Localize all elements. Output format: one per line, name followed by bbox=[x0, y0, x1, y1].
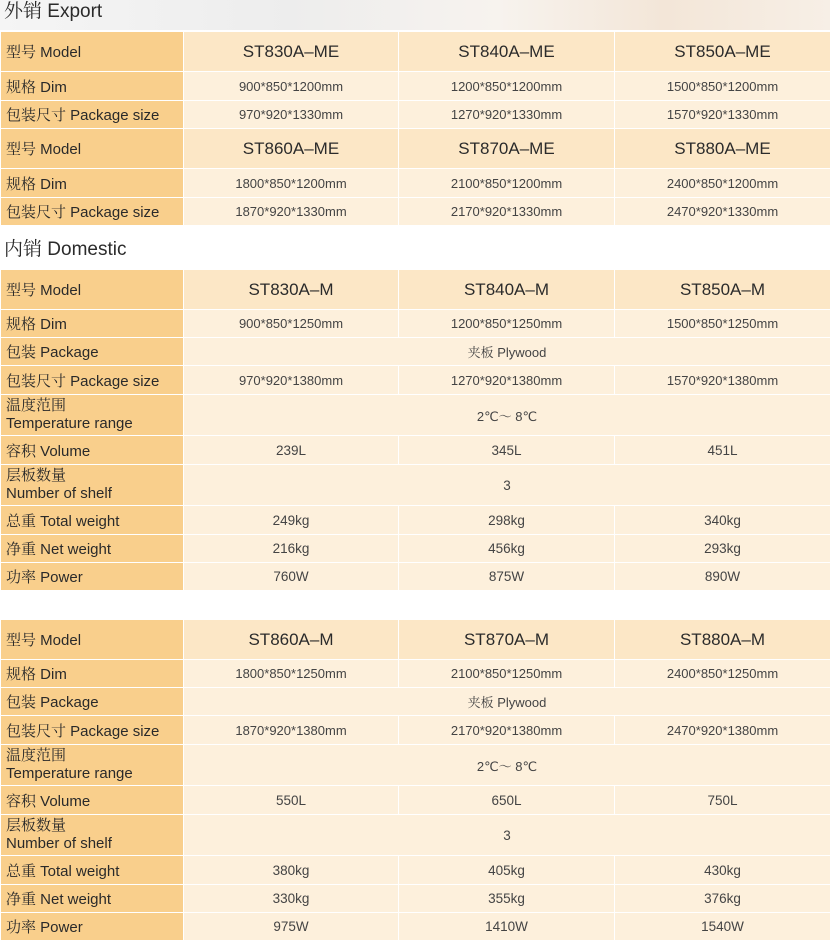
dim-cell: 2100*850*1250mm bbox=[399, 660, 615, 688]
table-row bbox=[1, 856, 830, 885]
shelf-cell: 3 bbox=[184, 465, 830, 506]
package-size-cell: 1270*920*1330mm bbox=[399, 101, 615, 129]
dim-cell: 900*850*1250mm bbox=[184, 310, 399, 338]
volume-cell: 650L bbox=[399, 786, 615, 815]
table-row bbox=[1, 436, 830, 465]
model-cell: ST850A–ME bbox=[615, 32, 830, 72]
row-label-volume: 容积 Volume bbox=[1, 786, 184, 815]
row-label-temperature bbox=[1, 395, 184, 436]
package-size-cell: 1270*920*1380mm bbox=[399, 366, 615, 395]
volume-cell: 239L bbox=[184, 436, 399, 465]
table-row bbox=[1, 885, 830, 913]
table-row bbox=[1, 129, 830, 169]
net-weight-cell: 456kg bbox=[399, 535, 615, 563]
model-cell: ST880A–ME bbox=[615, 129, 830, 169]
row-label-shelf bbox=[1, 815, 184, 856]
package-size-cell: 1870*920*1380mm bbox=[184, 716, 399, 745]
table-row bbox=[1, 786, 830, 815]
table-row bbox=[1, 366, 830, 395]
row-label-total-weight: 总重 Total weight bbox=[1, 856, 184, 885]
dim-cell: 1500*850*1250mm bbox=[615, 310, 830, 338]
row-label-volume: 容积 Volume bbox=[1, 436, 184, 465]
package-cell: 夹板 Plywood bbox=[184, 688, 830, 716]
row-label-package-size: 包装尺寸 Package size bbox=[1, 198, 184, 226]
dim-cell: 2400*850*1200mm bbox=[615, 169, 830, 198]
power-cell: 875W bbox=[399, 563, 615, 591]
volume-cell: 550L bbox=[184, 786, 399, 815]
row-label-package: 包装 Package bbox=[1, 688, 184, 716]
model-cell: ST860A–M bbox=[184, 620, 399, 660]
total-weight-cell: 249kg bbox=[184, 506, 399, 535]
row-label-temperature bbox=[1, 745, 184, 786]
net-weight-cell: 216kg bbox=[184, 535, 399, 563]
row-label-dim: 规格 Dim bbox=[1, 72, 184, 101]
row-label-dim: 规格 Dim bbox=[1, 310, 184, 338]
power-cell: 975W bbox=[184, 913, 399, 941]
table-row bbox=[1, 535, 830, 563]
volume-cell: 750L bbox=[615, 786, 830, 815]
row-label-net-weight: 净重 Net weight bbox=[1, 885, 184, 913]
table-row bbox=[1, 32, 830, 72]
table-row bbox=[1, 688, 830, 716]
table-row bbox=[1, 395, 830, 436]
dim-cell: 2400*850*1250mm bbox=[615, 660, 830, 688]
model-cell: ST830A–M bbox=[184, 270, 399, 310]
table-row bbox=[1, 72, 830, 101]
label-en: Temperature range bbox=[6, 765, 183, 783]
temperature-cell: 2℃～ 8℃ bbox=[184, 395, 830, 436]
power-cell: 1410W bbox=[399, 913, 615, 941]
table-row bbox=[1, 660, 830, 688]
model-cell: ST850A–M bbox=[615, 270, 830, 310]
domestic-spec-table-1 bbox=[0, 269, 830, 591]
total-weight-cell: 405kg bbox=[399, 856, 615, 885]
net-weight-cell: 330kg bbox=[184, 885, 399, 913]
label-cn: 温度范围 bbox=[6, 397, 183, 415]
export-section-title: 外销 Export bbox=[4, 2, 102, 21]
package-size-cell: 2170*920*1380mm bbox=[399, 716, 615, 745]
dim-cell: 900*850*1200mm bbox=[184, 72, 399, 101]
net-weight-cell: 376kg bbox=[615, 885, 830, 913]
dim-cell: 1200*850*1250mm bbox=[399, 310, 615, 338]
domestic-section-title: 内销 Domestic bbox=[4, 240, 126, 259]
model-cell: ST880A–M bbox=[615, 620, 830, 660]
table-row bbox=[1, 620, 830, 660]
row-label-package: 包装 Package bbox=[1, 338, 184, 366]
dim-cell: 2100*850*1200mm bbox=[399, 169, 615, 198]
total-weight-cell: 380kg bbox=[184, 856, 399, 885]
row-label-package-size: 包装尺寸 Package size bbox=[1, 101, 184, 129]
model-cell: ST840A–ME bbox=[399, 32, 615, 72]
package-size-cell: 1870*920*1330mm bbox=[184, 198, 399, 226]
label-en: Number of shelf bbox=[6, 835, 183, 853]
table-row bbox=[1, 270, 830, 310]
table-row bbox=[1, 815, 830, 856]
table-row bbox=[1, 506, 830, 535]
volume-cell: 451L bbox=[615, 436, 830, 465]
total-weight-cell: 430kg bbox=[615, 856, 830, 885]
shelf-cell: 3 bbox=[184, 815, 830, 856]
volume-cell: 345L bbox=[399, 436, 615, 465]
package-size-cell: 2470*920*1380mm bbox=[615, 716, 830, 745]
row-label-total-weight: 总重 Total weight bbox=[1, 506, 184, 535]
power-cell: 760W bbox=[184, 563, 399, 591]
table-row bbox=[1, 563, 830, 591]
dim-cell: 1500*850*1200mm bbox=[615, 72, 830, 101]
row-label-model: 型号 Model bbox=[1, 620, 184, 660]
dim-cell: 1800*850*1200mm bbox=[184, 169, 399, 198]
power-cell: 890W bbox=[615, 563, 830, 591]
row-label-net-weight: 净重 Net weight bbox=[1, 535, 184, 563]
row-label-package-size: 包装尺寸 Package size bbox=[1, 716, 184, 745]
row-label-model: 型号 Model bbox=[1, 129, 184, 169]
net-weight-cell: 355kg bbox=[399, 885, 615, 913]
table-row bbox=[1, 716, 830, 745]
package-size-cell: 970*920*1330mm bbox=[184, 101, 399, 129]
package-size-cell: 1570*920*1380mm bbox=[615, 366, 830, 395]
temperature-cell: 2℃～ 8℃ bbox=[184, 745, 830, 786]
row-label-power: 功率 Power bbox=[1, 563, 184, 591]
model-cell: ST870A–M bbox=[399, 620, 615, 660]
net-weight-cell: 293kg bbox=[615, 535, 830, 563]
table-row bbox=[1, 913, 830, 941]
dim-cell: 1800*850*1250mm bbox=[184, 660, 399, 688]
package-size-cell: 2170*920*1330mm bbox=[399, 198, 615, 226]
table-row bbox=[1, 198, 830, 226]
package-size-cell: 2470*920*1330mm bbox=[615, 198, 830, 226]
row-label-model: 型号 Model bbox=[1, 270, 184, 310]
model-cell: ST830A–ME bbox=[184, 32, 399, 72]
label-en: Temperature range bbox=[6, 415, 183, 433]
table-row bbox=[1, 465, 830, 506]
row-label-dim: 规格 Dim bbox=[1, 169, 184, 198]
row-label-model: 型号 Model bbox=[1, 32, 184, 72]
table-row bbox=[1, 338, 830, 366]
header-strip bbox=[0, 0, 830, 30]
domestic-spec-table-2 bbox=[0, 619, 830, 941]
power-cell: 1540W bbox=[615, 913, 830, 941]
model-cell: ST860A–ME bbox=[184, 129, 399, 169]
row-label-package-size: 包装尺寸 Package size bbox=[1, 366, 184, 395]
total-weight-cell: 298kg bbox=[399, 506, 615, 535]
label-en: Number of shelf bbox=[6, 485, 183, 503]
total-weight-cell: 340kg bbox=[615, 506, 830, 535]
row-label-dim: 规格 Dim bbox=[1, 660, 184, 688]
table-row bbox=[1, 310, 830, 338]
label-cn: 层板数量 bbox=[6, 817, 183, 835]
table-row bbox=[1, 745, 830, 786]
table-row bbox=[1, 169, 830, 198]
table-row bbox=[1, 101, 830, 129]
model-cell: ST840A–M bbox=[399, 270, 615, 310]
package-size-cell: 970*920*1380mm bbox=[184, 366, 399, 395]
package-cell: 夹板 Plywood bbox=[184, 338, 830, 366]
export-spec-table bbox=[0, 31, 830, 226]
label-cn: 温度范围 bbox=[6, 747, 183, 765]
dim-cell: 1200*850*1200mm bbox=[399, 72, 615, 101]
model-cell: ST870A–ME bbox=[399, 129, 615, 169]
package-size-cell: 1570*920*1330mm bbox=[615, 101, 830, 129]
row-label-power: 功率 Power bbox=[1, 913, 184, 941]
label-cn: 层板数量 bbox=[6, 467, 183, 485]
row-label-shelf bbox=[1, 465, 184, 506]
